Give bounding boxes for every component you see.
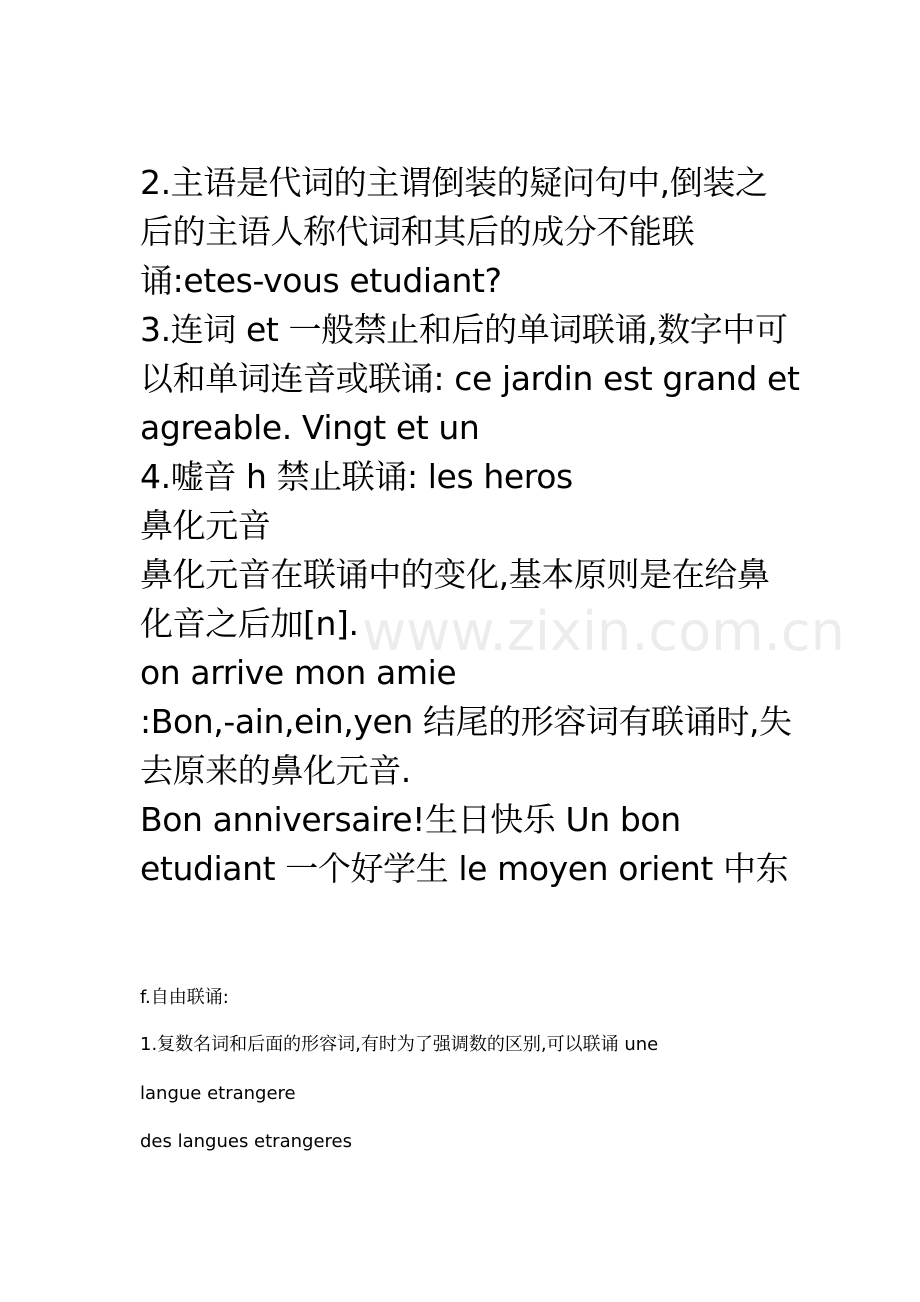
paragraph-example-mon-amie: on arrive mon amie	[140, 653, 457, 692]
watermark: www.zixin.com.cn	[362, 600, 845, 663]
paragraph-rule-2: 2.主语是代词的主谓倒装的疑问句中,倒装之后的主语人称代词和其后的成分不能联诵:etes-vous etudiant?	[140, 163, 768, 300]
paragraph-examples: Bon anniversaire!生日快乐 Un bon etudiant 一个好学生 le moyen orient 中东	[140, 800, 789, 888]
paragraph-nasal-principle: 鼻化元音在联诵中的变化,基本原则是在给鼻化音之后加[n].	[140, 555, 770, 643]
note-heading-free-liaison: f.自由联诵:	[140, 987, 229, 1008]
note-example-singular: langue etrangere	[140, 1083, 296, 1104]
paragraph-adjective-endings: :Bon,-ain,ein,yen 结尾的形容词有联诵时,失去原来的鼻化元音.	[140, 702, 792, 790]
note-example-block-1	[140, 1082, 800, 1106]
note-heading-block	[140, 986, 800, 1010]
paragraph-rule-3: 3.连词 et 一般禁止和后的单词联诵,数字中可以和单词连音或联诵: ce jardin est grand et agreable. Vingt et un	[140, 310, 800, 447]
note-rule-block	[140, 1033, 800, 1057]
main-text-block	[140, 158, 800, 893]
note-example-plural: des langues etrangeres	[140, 1131, 352, 1152]
section-heading-nasal-vowels: 鼻化元音	[140, 506, 271, 545]
paragraph-rule-4: 4.嘘音 h 禁止联诵: les heros	[140, 457, 573, 496]
note-example-block-2	[140, 1130, 800, 1154]
note-rule-1: 1.复数名词和后面的形容词,有时为了强调数的区别,可以联诵 une	[140, 1034, 659, 1055]
